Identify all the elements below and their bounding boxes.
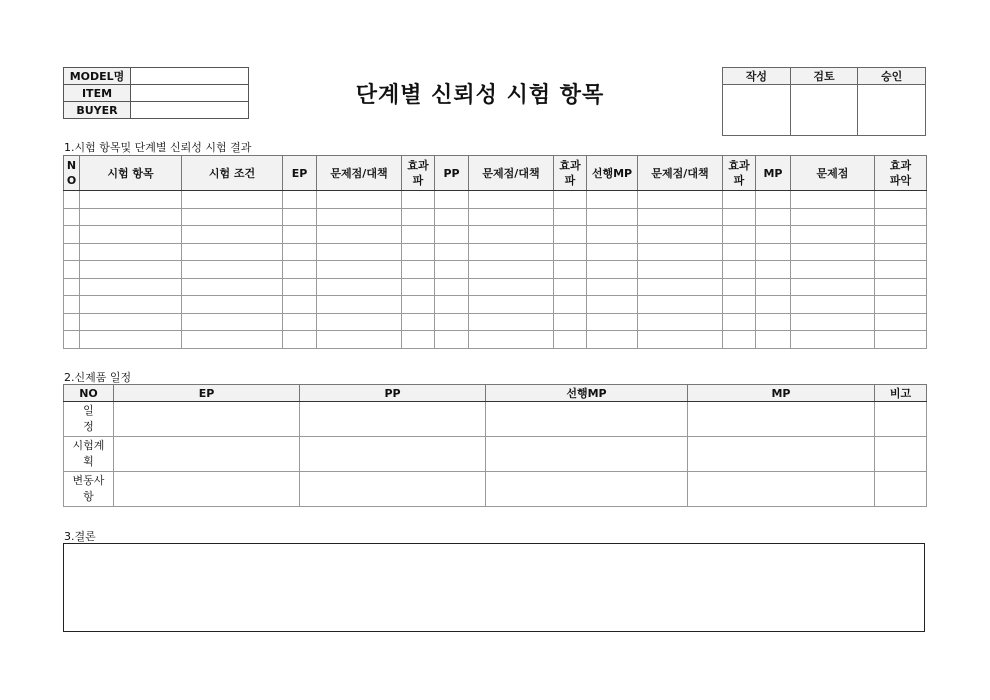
- table-cell[interactable]: [756, 296, 791, 314]
- table-cell[interactable]: [317, 331, 402, 349]
- table-cell[interactable]: [723, 243, 756, 261]
- test-table-header-4: 문제점/대책: [317, 156, 402, 191]
- table-cell[interactable]: [875, 208, 927, 226]
- table-cell[interactable]: [875, 278, 927, 296]
- table-cell[interactable]: [64, 296, 80, 314]
- table-cell[interactable]: [402, 208, 435, 226]
- model-value-field[interactable]: [131, 68, 249, 85]
- table-cell[interactable]: [875, 191, 927, 209]
- table-cell[interactable]: [435, 208, 469, 226]
- table-row: [64, 261, 927, 279]
- table-cell[interactable]: [80, 278, 182, 296]
- schedule-row: [64, 437, 927, 472]
- conclusion-box[interactable]: [63, 543, 925, 632]
- table-cell[interactable]: [317, 313, 402, 331]
- test-table-header-5: 효과 파: [402, 156, 435, 191]
- model-info-table: [63, 67, 249, 119]
- table-row: [64, 243, 927, 261]
- schedule-table-header-0: NO: [64, 385, 114, 402]
- schedule-cell[interactable]: [688, 437, 875, 472]
- table-cell[interactable]: [791, 313, 875, 331]
- table-cell[interactable]: [587, 261, 638, 279]
- table-cell[interactable]: [638, 208, 723, 226]
- table-cell[interactable]: [638, 278, 723, 296]
- schedule-row-label: 시험계 획: [64, 437, 114, 472]
- schedule-cell[interactable]: [114, 437, 300, 472]
- table-cell[interactable]: [182, 243, 283, 261]
- table-cell[interactable]: [182, 313, 283, 331]
- table-cell[interactable]: [875, 313, 927, 331]
- table-cell[interactable]: [402, 191, 435, 209]
- table-cell[interactable]: [554, 313, 587, 331]
- approval-author-header: 작성: [723, 68, 791, 85]
- table-cell[interactable]: [587, 278, 638, 296]
- table-cell[interactable]: [80, 331, 182, 349]
- table-cell[interactable]: [587, 331, 638, 349]
- reliability-test-table: [63, 155, 927, 349]
- section1-label: 1.시험 항목및 단계별 신뢰성 시험 결과: [64, 141, 252, 154]
- table-row: [64, 296, 927, 314]
- table-cell[interactable]: [791, 226, 875, 244]
- table-cell[interactable]: [182, 296, 283, 314]
- table-cell[interactable]: [875, 296, 927, 314]
- table-cell[interactable]: [791, 261, 875, 279]
- table-cell[interactable]: [317, 296, 402, 314]
- table-cell[interactable]: [80, 261, 182, 279]
- table-row: [64, 208, 927, 226]
- table-cell[interactable]: [723, 191, 756, 209]
- table-cell[interactable]: [317, 226, 402, 244]
- schedule-table-header-2: PP: [300, 385, 486, 402]
- table-row: [64, 331, 927, 349]
- table-cell[interactable]: [80, 208, 182, 226]
- table-row: [64, 278, 927, 296]
- schedule-table-header-4: MP: [688, 385, 875, 402]
- table-cell[interactable]: [756, 208, 791, 226]
- table-cell[interactable]: [402, 278, 435, 296]
- table-cell[interactable]: [723, 296, 756, 314]
- approval-table: [722, 67, 926, 136]
- table-cell[interactable]: [638, 331, 723, 349]
- table-cell[interactable]: [638, 296, 723, 314]
- table-cell[interactable]: [64, 243, 80, 261]
- table-cell[interactable]: [791, 243, 875, 261]
- test-table-header-10: 문제점/대책: [638, 156, 723, 191]
- table-cell[interactable]: [283, 331, 317, 349]
- buyer-label: BUYER: [64, 102, 131, 119]
- table-cell[interactable]: [791, 278, 875, 296]
- table-cell[interactable]: [469, 226, 554, 244]
- table-cell[interactable]: [587, 243, 638, 261]
- table-cell[interactable]: [554, 261, 587, 279]
- buyer-value-field[interactable]: [131, 102, 249, 119]
- table-cell[interactable]: [469, 313, 554, 331]
- test-table-header-3: EP: [283, 156, 317, 191]
- table-cell[interactable]: [638, 261, 723, 279]
- table-cell[interactable]: [756, 191, 791, 209]
- table-cell[interactable]: [80, 226, 182, 244]
- table-cell[interactable]: [80, 296, 182, 314]
- model-label: MODEL명: [64, 68, 131, 85]
- section2-label: 2.신제품 일정: [64, 371, 132, 384]
- approval-review-header: 검토: [790, 68, 858, 85]
- table-cell[interactable]: [283, 261, 317, 279]
- test-table-header-6: PP: [435, 156, 469, 191]
- table-cell[interactable]: [182, 191, 283, 209]
- table-cell[interactable]: [723, 313, 756, 331]
- table-cell[interactable]: [435, 331, 469, 349]
- table-cell[interactable]: [317, 243, 402, 261]
- table-cell[interactable]: [469, 208, 554, 226]
- table-cell[interactable]: [80, 243, 182, 261]
- table-cell[interactable]: [587, 296, 638, 314]
- table-cell[interactable]: [283, 278, 317, 296]
- table-cell[interactable]: [756, 313, 791, 331]
- table-cell[interactable]: [182, 226, 283, 244]
- schedule-cell[interactable]: [114, 402, 300, 437]
- table-cell[interactable]: [64, 331, 80, 349]
- table-cell[interactable]: [791, 191, 875, 209]
- table-cell[interactable]: [469, 278, 554, 296]
- table-cell[interactable]: [875, 261, 927, 279]
- table-cell[interactable]: [756, 331, 791, 349]
- table-cell[interactable]: [317, 261, 402, 279]
- test-table-header-11: 효과 파: [723, 156, 756, 191]
- table-cell[interactable]: [435, 278, 469, 296]
- table-cell[interactable]: [283, 191, 317, 209]
- schedule-table-header-1: EP: [114, 385, 300, 402]
- table-cell[interactable]: [64, 278, 80, 296]
- table-cell[interactable]: [791, 208, 875, 226]
- table-cell[interactable]: [791, 296, 875, 314]
- table-cell[interactable]: [756, 261, 791, 279]
- test-table-header-8: 효과 파: [554, 156, 587, 191]
- section3-label: 3.결론: [64, 530, 96, 543]
- table-cell[interactable]: [402, 296, 435, 314]
- table-cell[interactable]: [182, 261, 283, 279]
- table-cell[interactable]: [283, 226, 317, 244]
- table-cell[interactable]: [283, 208, 317, 226]
- table-cell[interactable]: [64, 313, 80, 331]
- table-cell[interactable]: [402, 261, 435, 279]
- schedule-cell[interactable]: [688, 402, 875, 437]
- table-cell[interactable]: [64, 191, 80, 209]
- test-table-header-14: 효과 파악: [875, 156, 927, 191]
- table-cell[interactable]: [723, 278, 756, 296]
- schedule-table: [63, 384, 927, 507]
- table-cell[interactable]: [283, 243, 317, 261]
- schedule-row-label: 일 정: [64, 402, 114, 437]
- table-cell[interactable]: [587, 208, 638, 226]
- table-cell[interactable]: [554, 226, 587, 244]
- schedule-table-header-3: 선행MP: [486, 385, 688, 402]
- table-cell[interactable]: [723, 226, 756, 244]
- table-cell[interactable]: [587, 226, 638, 244]
- schedule-row-label: 변동사 항: [64, 472, 114, 507]
- table-row: [64, 191, 927, 209]
- table-cell[interactable]: [435, 191, 469, 209]
- test-table-header-13: 문제점: [791, 156, 875, 191]
- schedule-cell[interactable]: [688, 472, 875, 507]
- test-table-header-2: 시험 조건: [182, 156, 283, 191]
- table-cell[interactable]: [875, 331, 927, 349]
- table-cell[interactable]: [182, 278, 283, 296]
- table-cell[interactable]: [791, 331, 875, 349]
- schedule-cell[interactable]: [486, 472, 688, 507]
- table-cell[interactable]: [554, 191, 587, 209]
- schedule-row: [64, 472, 927, 507]
- table-cell[interactable]: [756, 226, 791, 244]
- table-cell[interactable]: [469, 296, 554, 314]
- table-cell[interactable]: [723, 331, 756, 349]
- table-cell[interactable]: [587, 313, 638, 331]
- test-table-header-0: N O: [64, 156, 80, 191]
- item-value-field[interactable]: [131, 85, 249, 102]
- table-cell[interactable]: [554, 331, 587, 349]
- table-cell[interactable]: [182, 331, 283, 349]
- table-cell[interactable]: [64, 226, 80, 244]
- table-cell[interactable]: [283, 296, 317, 314]
- table-row: [64, 313, 927, 331]
- table-cell[interactable]: [469, 243, 554, 261]
- table-cell[interactable]: [402, 313, 435, 331]
- schedule-row: [64, 402, 927, 437]
- schedule-cell[interactable]: [300, 472, 486, 507]
- approval-approve-header: 승인: [858, 68, 926, 85]
- table-cell[interactable]: [402, 226, 435, 244]
- table-cell[interactable]: [469, 191, 554, 209]
- table-cell[interactable]: [554, 278, 587, 296]
- table-cell[interactable]: [469, 331, 554, 349]
- table-cell[interactable]: [638, 191, 723, 209]
- table-cell[interactable]: [182, 208, 283, 226]
- test-table-header-7: 문제점/대책: [469, 156, 554, 191]
- table-cell[interactable]: [435, 313, 469, 331]
- table-cell[interactable]: [469, 261, 554, 279]
- table-cell[interactable]: [723, 208, 756, 226]
- table-cell[interactable]: [80, 191, 182, 209]
- table-row: [64, 226, 927, 244]
- table-cell[interactable]: [317, 278, 402, 296]
- test-table-header-12: MP: [756, 156, 791, 191]
- approval-approve-sign-cell[interactable]: [858, 85, 926, 136]
- schedule-cell[interactable]: [300, 437, 486, 472]
- approval-review-sign-cell[interactable]: [790, 85, 858, 136]
- schedule-cell[interactable]: [875, 437, 927, 472]
- table-cell[interactable]: [435, 226, 469, 244]
- schedule-cell[interactable]: [875, 402, 927, 437]
- table-cell[interactable]: [317, 208, 402, 226]
- table-cell[interactable]: [756, 243, 791, 261]
- item-label: ITEM: [64, 85, 131, 102]
- page-title: 단계별 신뢰성 시험 항목: [355, 83, 605, 108]
- table-cell[interactable]: [723, 261, 756, 279]
- table-cell[interactable]: [554, 296, 587, 314]
- table-cell[interactable]: [64, 208, 80, 226]
- schedule-cell[interactable]: [486, 402, 688, 437]
- schedule-table-header-5: 비고: [875, 385, 927, 402]
- schedule-cell[interactable]: [114, 472, 300, 507]
- schedule-cell[interactable]: [486, 437, 688, 472]
- table-cell[interactable]: [638, 226, 723, 244]
- table-cell[interactable]: [64, 261, 80, 279]
- table-cell[interactable]: [402, 331, 435, 349]
- approval-author-sign-cell[interactable]: [723, 85, 791, 136]
- table-cell[interactable]: [435, 261, 469, 279]
- table-cell[interactable]: [80, 313, 182, 331]
- table-cell[interactable]: [756, 278, 791, 296]
- table-cell[interactable]: [317, 191, 402, 209]
- table-cell[interactable]: [638, 243, 723, 261]
- test-table-header-9: 선행MP: [587, 156, 638, 191]
- schedule-cell[interactable]: [875, 472, 927, 507]
- table-cell[interactable]: [875, 226, 927, 244]
- schedule-cell[interactable]: [300, 402, 486, 437]
- table-cell[interactable]: [554, 208, 587, 226]
- table-cell[interactable]: [435, 296, 469, 314]
- test-table-header-1: 시험 항목: [80, 156, 182, 191]
- table-cell[interactable]: [587, 191, 638, 209]
- table-cell[interactable]: [435, 243, 469, 261]
- table-cell[interactable]: [638, 313, 723, 331]
- table-cell[interactable]: [283, 313, 317, 331]
- table-cell[interactable]: [402, 243, 435, 261]
- table-cell[interactable]: [875, 243, 927, 261]
- table-cell[interactable]: [554, 243, 587, 261]
